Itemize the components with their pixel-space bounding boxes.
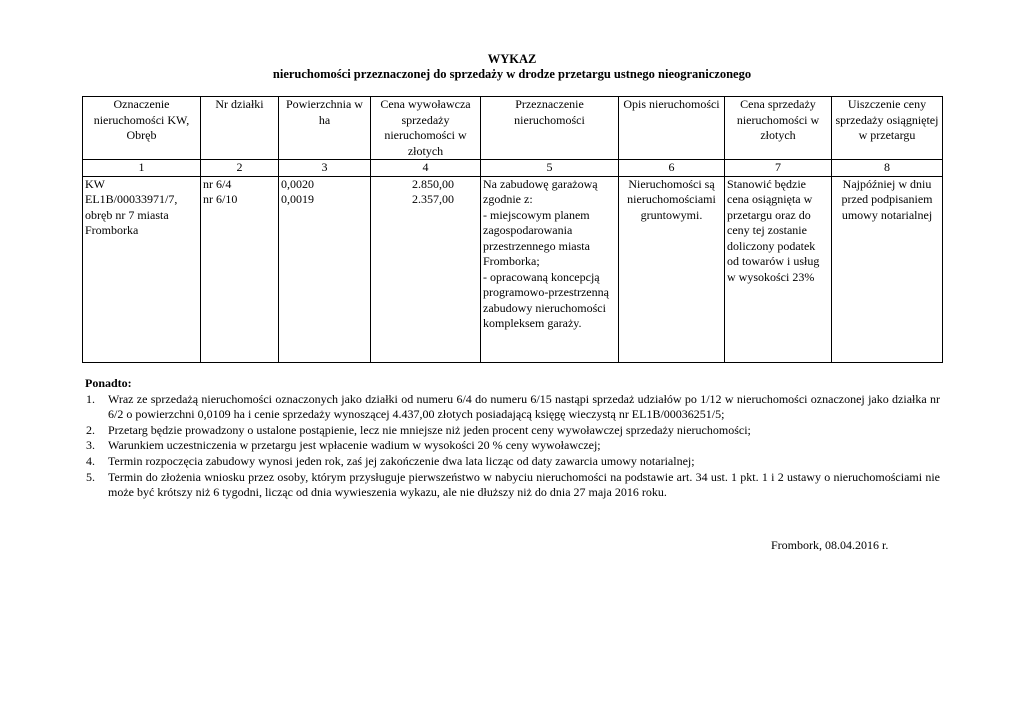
item-number: 5.: [86, 469, 95, 484]
header-plot-number: Nr działki: [201, 97, 279, 160]
area-value: 0,0019: [281, 192, 314, 206]
document-title: [0, 52, 1024, 82]
list-item: [85, 392, 940, 423]
item-text: Termin rozpoczęcia zabudowy wynosi jeden rok, zaś jej zakończenie dwa lata licząc od daty zawarcia umowy notarialnej;: [108, 453, 695, 468]
cell-purpose: [481, 176, 619, 362]
plot-number: nr 6/4: [203, 176, 232, 191]
cell-plots: [201, 176, 279, 362]
header-row: [83, 97, 943, 160]
cell-payment: Najpóźniej w dniu przed podpisaniem umowy notarialnej: [832, 176, 943, 362]
table-row: [83, 176, 943, 362]
cell-prices: [371, 176, 481, 362]
list-item: [85, 423, 940, 439]
column-number-row: [83, 160, 943, 177]
place-and-date: Frombork, 08.04.2016 r.: [771, 538, 889, 552]
column-number: 7: [725, 160, 832, 177]
cell-sale-price: Stanowić będzie cena osiągnięta w przetargu oraz do ceny tej zostanie doliczony podatek od towarów i usług w wysokości 23%: [725, 176, 832, 362]
column-number: 5: [481, 160, 619, 177]
property-table: [82, 96, 943, 363]
item-number: 1.: [86, 391, 95, 406]
header-sale-price: Cena sprzedaży nieruchomości w złotych: [725, 97, 832, 160]
column-number: 2: [201, 160, 279, 177]
purpose-line: Na zabudowę garażową zgodnie z:: [483, 176, 598, 206]
header-designation: Oznaczenie nieruchomości KW, Obręb: [83, 97, 201, 160]
header-purpose: Przeznaczenie nieruchomości: [481, 97, 619, 160]
cell-kw-register: KW EL1B/00033971/7, obręb nr 7 miasta Fromborka: [83, 176, 201, 362]
item-number: 2.: [86, 422, 95, 437]
title-subtitle: nieruchomości przeznaczonej do sprzedaży w drodze przetargu ustnego nieograniczonego: [272, 67, 752, 81]
item-number: 4.: [86, 453, 95, 468]
item-text: Termin do złożenia wniosku przez osoby, którym przysługuje pierwszeństwo w nabyciu nieruchomości na podstawie art. 34 ust. 1 pkt. 1 i 2 ustawy o nieruchomościami nie może być krótszy niż 6 tygodni, licząc od dnia wywieszenia wykazu, ale nie dłuższy niż do dnia 27 maja 2016 roku.: [108, 469, 940, 500]
additional-notes: [85, 376, 940, 501]
cell-description: Nieruchomości są nieruchomościami gruntowymi.: [619, 176, 725, 362]
cell-areas: [279, 176, 371, 362]
purpose-line: - miejscowym planem zagospodarowania przestrzennego miasta Fromborka;: [483, 207, 590, 268]
title-main: WYKAZ: [487, 52, 537, 66]
item-text: Warunkiem uczestniczenia w przetargu jest wpłacenie wadium w wysokości 20 % ceny wywoławczej;: [108, 438, 601, 453]
item-number: 3.: [86, 438, 95, 453]
purpose-line: - opracowaną koncepcją programowo-przestrzenną zabudowy nieruchomości kompleksem garaży.: [483, 269, 609, 330]
header-starting-price: Cena wywoławcza sprzedaży nieruchomości w złotych: [371, 97, 481, 160]
item-text: Przetarg będzie prowadzony o ustalone postąpienie, lecz nie mniejsze niż jeden procent ceny wywoławczej sprzedaży nieruchomości;: [108, 422, 751, 437]
area-value: 0,0020: [281, 176, 314, 191]
column-number: 6: [619, 160, 725, 177]
list-item: [85, 438, 940, 454]
list-item: [85, 470, 940, 501]
column-number: 4: [371, 160, 481, 177]
column-number: 8: [832, 160, 943, 177]
plot-number: nr 6/10: [203, 192, 238, 206]
header-payment: Uiszczenie ceny sprzedaży osiągniętej w przetargu: [832, 97, 943, 160]
column-number: 1: [83, 160, 201, 177]
column-number: 3: [279, 160, 371, 177]
item-text: Wraz ze sprzedażą nieruchomości oznaczonych jako działki od numeru 6/4 do numeru 6/15 nastąpi sprzedaż udziałów po 1/12 w nieruchomości oznaczonej jako działka nr 6/2 o powierzchni 0,0109 ha i cenie sprzedaży wynoszącej 4.437,00 złotych posiadającą księgę wieczystą nr EL1B/00036251/5;: [108, 391, 940, 422]
list-item: [85, 454, 940, 470]
header-area: Powierzchnia w ha: [279, 97, 371, 160]
header-description: Opis nieruchomości: [619, 97, 725, 160]
notes-list: [85, 392, 940, 501]
notes-header: Ponadto:: [85, 376, 132, 390]
price-value: 2.850,00: [412, 176, 454, 191]
price-value: 2.357,00: [412, 192, 454, 206]
